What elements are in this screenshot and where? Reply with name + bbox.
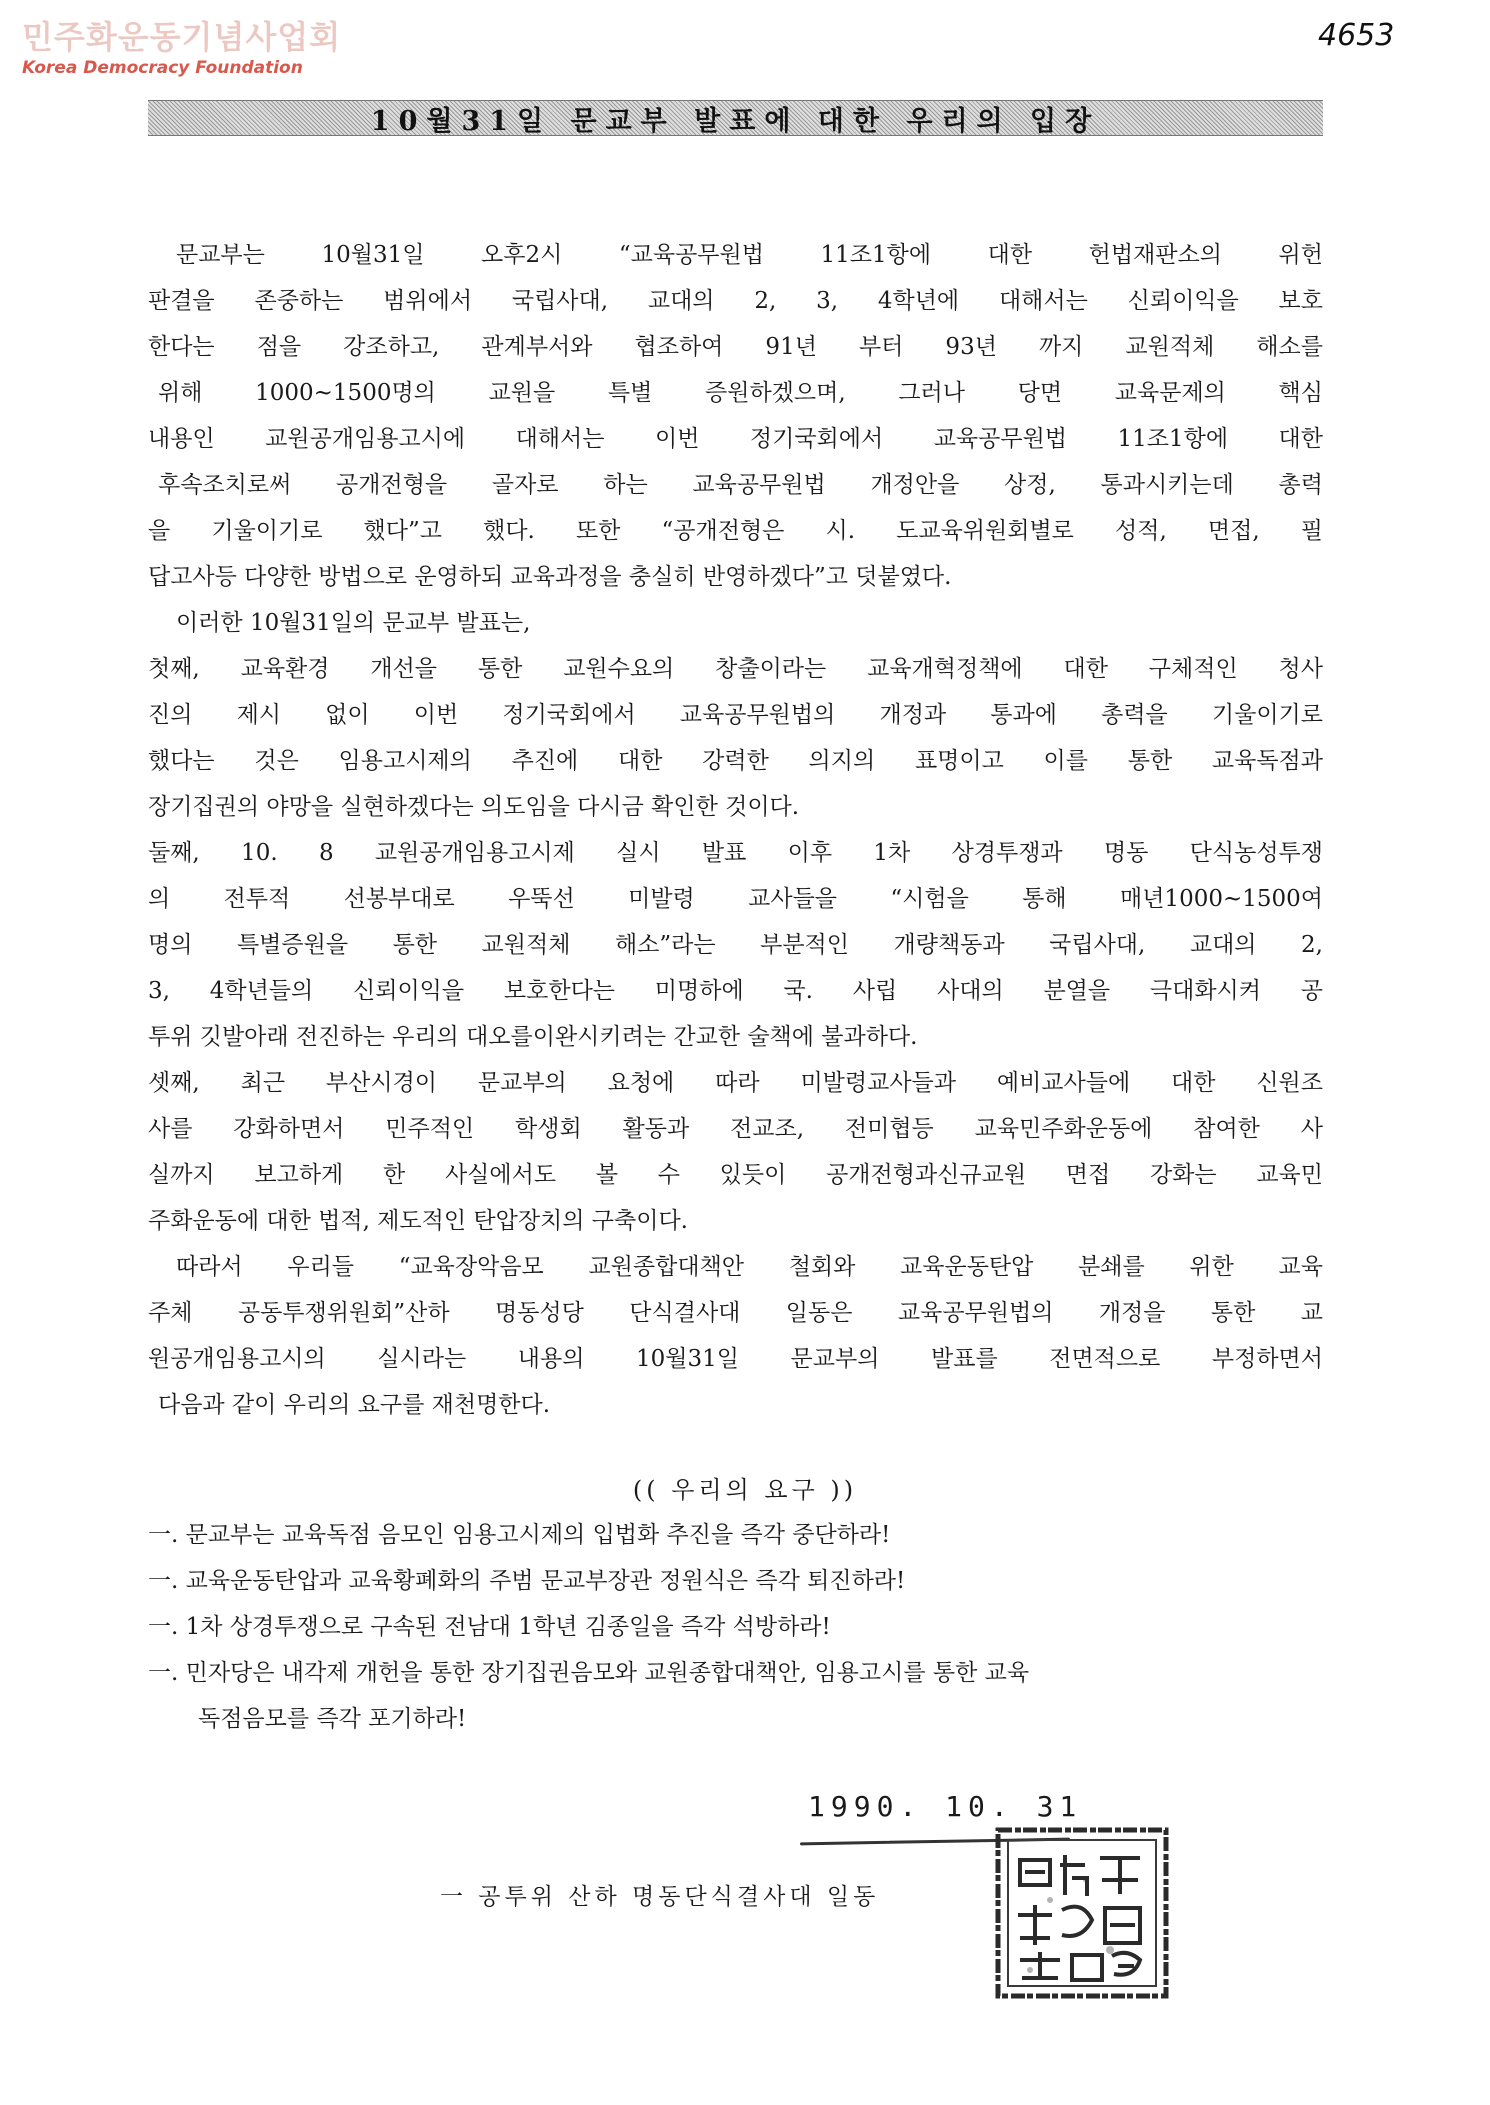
body-line: 원공개임용고시의 실시라는 내용의 10월31일 문교부의 발표를 전면적으로 부정하면서 [148,1346,1323,1372]
demand-item: 一. 민자당은 내각제 개헌을 통한 장기집권음모와 교원종합대책안, 임용고시를 통한 교육 [148,1660,1030,1686]
body-line: 의 전투적 선봉부대로 우뚝선 미발령 교사들을 “시험을 통해 매년1000~1500여 [148,886,1323,912]
body-line: 주화운동에 대한 법적, 제도적인 탄압장치의 구축이다. [148,1208,688,1234]
demand-item-continued: 독점음모를 즉각 포기하라! [198,1706,467,1732]
demands-heading: (( 우리의 요구 )) [632,1476,858,1504]
document-body [148,232,1323,1428]
body-line: 다음과 같이 우리의 요구를 재천명한다. [158,1392,551,1418]
body-line: 판결을 존중하는 범위에서 국립사대, 교대의 2, 3, 4학년에 대해서는 신뢰이익을 보호 [148,288,1323,314]
archive-page-number: 4653 [1318,18,1395,53]
document-date: 1990. 10. 31 [808,1790,1083,1823]
body-line: 답고사등 다양한 방법으로 운영하되 교육과정을 충실히 반영하겠다”고 덧붙였다. [148,564,952,590]
body-line: 따라서 우리들 “교육장악음모 교원종합대책안 철회와 교육운동탄압 분쇄를 위한 교육 [176,1254,1323,1280]
body-line: 주체 공동투쟁위원회”산하 명동성당 단식결사대 일동은 교육공무원법의 개정을 통한 교 [148,1300,1323,1326]
body-line: 이러한 10월31일의 문교부 발표는, [176,610,531,636]
body-line: 후속조치로써 공개전형을 골자로 하는 교육공무원법 개정안을 상정, 통과시키는데 총력 [158,472,1323,498]
body-line: 문교부는 10월31일 오후2시 “교육공무원법 11조1항에 대한 헌법재판소의 위헌 [176,242,1323,268]
body-line: 첫째, 교육환경 개선을 통한 교원수요의 창출이라는 교육개혁정책에 대한 구체적인 청사 [148,656,1323,682]
body-line: 을 기울이기로 했다”고 했다. 또한 “공개전형은 시. 도교육위원회별로 성적, 면접, 필 [148,518,1323,544]
body-line: 사를 강화하면서 민주적인 학생회 활동과 전교조, 전미협등 교육민주화운동에 참여한 사 [148,1116,1323,1142]
body-line: 내용인 교원공개임용고시에 대해서는 이번 정기국회에서 교육공무원법 11조1항에 대한 [148,426,1323,452]
demand-item: 一. 교육운동탄압과 교육황폐화의 주범 문교부장관 정원식은 즉각 퇴진하라! [148,1568,906,1594]
foundation-watermark [22,18,341,78]
body-line: 장기집권의 야망을 실현하겠다는 의도임을 다시금 확인한 것이다. [148,794,800,820]
body-line: 3, 4학년들의 신뢰이익을 보호한다는 미명하에 국. 사립 사대의 분열을 극대화시켜 공 [148,978,1323,1004]
signature-line: 一 공투위 산하 명동단식결사대 일동 [440,1884,880,1910]
body-line: 셋째, 최근 부산시경이 문교부의 요청에 따라 미발령교사들과 예비교사들에 대한 신원조 [148,1070,1323,1096]
body-line: 명의 특별증원을 통한 교원적체 해소”라는 부분적인 개량책동과 국립사대, 교대의 2, [148,932,1323,958]
demand-item: 一. 문교부는 교육독점 음모인 임용고시제의 입법화 추진을 즉각 중단하라! [148,1522,891,1548]
body-line: 둘째, 10. 8 교원공개임용고시제 실시 발표 이후 1차 상경투쟁과 명동 단식농성투쟁 [148,840,1323,866]
document-title-bar [148,100,1323,136]
body-line: 투위 깃발아래 전진하는 우리의 대오를이완시키려는 간교한 술책에 불과하다. [148,1024,918,1050]
body-line: 한다는 점을 강조하고, 관계부서와 협조하여 91년 부터 93년 까지 교원적체 해소를 [148,334,1323,360]
document-title: 10월31일 문교부 발표에 대한 우리의 입장 [370,105,1101,137]
body-line: 실까지 보고하게 한 사실에서도 볼 수 있듯이 공개전형과신규교원 면접 강화는 교육민 [148,1162,1323,1188]
demands-list [148,1512,1323,1742]
watermark-korean: 민주화운동기념사업회 [22,18,342,56]
body-line: 진의 제시 없이 이번 정기국회에서 교육공무원법의 개정과 통과에 총력을 기울이기로 [148,702,1323,728]
official-seal-stamp [990,1820,1175,2005]
body-line: 했다는 것은 임용고시제의 추진에 대한 강력한 의지의 표명이고 이를 통한 교육독점과 [148,748,1323,774]
body-line: 위해 1000~1500명의 교원을 특별 증원하겠으며, 그러나 당면 교육문제의 핵심 [158,380,1323,406]
demand-item: 一. 1차 상경투쟁으로 구속된 전남대 1학년 김종일을 즉각 석방하라! [148,1614,831,1640]
watermark-english: Korea Democracy Foundation [22,58,303,78]
